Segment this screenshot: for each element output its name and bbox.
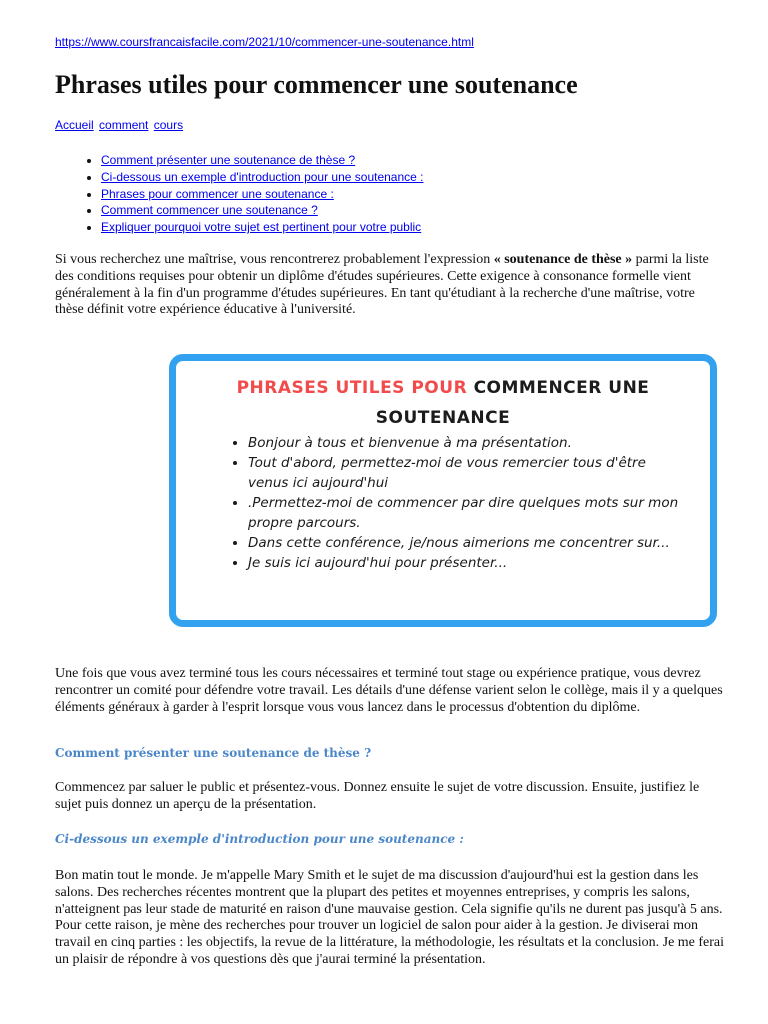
toc-item — [101, 169, 424, 186]
infographic-item: • Tout d'abord, permettez-moi de vous remercier tous d'être venus ici aujourd'hui — [248, 453, 688, 493]
toc-item — [101, 186, 424, 203]
breadcrumb-cours[interactable]: cours — [153, 118, 184, 132]
toc-item — [101, 202, 424, 219]
paragraph-exemple: Bon matin tout le monde. Je m'appelle Mary Smith et le sujet de ma discussion d'aujourd'hui est la gestion dans les salons. Des recherches récentes montrent que la plupart des petites et moyennes entreprises, y compris les salons, n'atteignent pas leur stade de maturité en raison d'une mauvaise gestion. Cela signifie qu'ils ne durent pas jusqu'à 5 ans. Pour cette raison, je mène des recherches pour trouver un logiciel de salon pour aider à la gestion. Je diviserai mon travail en cinq parties : les objectifs, la revue de la littérature, la méthodologie, les résultats et la conclusion. Je me ferai un plaisir de répondre à vos questions dès que j'aurai terminé la présentation. — [55, 868, 725, 967]
infographic-item: • Je suis ici aujourd'hui pour présenter... — [248, 553, 688, 573]
toc-link-commencer[interactable]: Comment commencer une soutenance ? — [101, 203, 318, 218]
toc-item — [101, 152, 424, 169]
infographic-item: • .Permettez-moi de commencer par dire quelques mots sur mon propre parcours. — [248, 493, 688, 533]
infographic-item: • Bonjour à tous et bienvenue à ma présentation. — [248, 433, 688, 453]
intro-paragraph — [55, 252, 725, 319]
toc-link-phrases[interactable]: Phrases pour commencer une soutenance : — [101, 186, 334, 201]
section-heading-presenter: Comment présenter une soutenance de thèse ? — [55, 746, 372, 760]
intro-text-before: Si vous recherchez une maîtrise, vous rencontrerez probablement l'expression — [55, 252, 494, 267]
toc-item — [101, 219, 424, 236]
infographic-title-red: PHRASES UTILES POUR — [236, 378, 474, 398]
breadcrumb-comment[interactable]: comment — [99, 118, 149, 132]
toc-link-pertinent[interactable]: Expliquer pourquoi votre sujet est pertinent pour votre public — [101, 220, 422, 235]
infographic-card — [169, 354, 717, 627]
page-title: Phrases utiles pour commencer une soutenance — [55, 70, 578, 99]
infographic-item: • Dans cette conférence, je/nous aimerions me concentrer sur... — [248, 533, 688, 553]
section-heading-exemple: Ci-dessous un exemple d'introduction pour une soutenance : — [55, 832, 464, 846]
infographic-title-dark: COMMENCER UNE SOUTENANCE — [375, 378, 650, 428]
source-url-link[interactable]: https://www.coursfrancaisfacile.com/2021/10/commencer-une-soutenance.html — [55, 35, 474, 49]
intro-text-after: parmi la liste des conditions requises pour obtenir un diplôme d'études supérieures. Cette exigence à consonance formelle vient généralement à la fin d'un programme d'études supérieures. En tant qu'étudiant à la recherche d'une maîtrise, votre thèse définit votre expérience éducative à l'université. — [55, 252, 709, 318]
intro-bold-term: « soutenance de thèse » — [493, 252, 633, 267]
infographic-title — [176, 373, 710, 433]
paragraph-defense: Une fois que vous avez terminé tous les cours nécessaires et terminé tout stage ou expérience pratique, vous devrez rencontrer un comité pour défendre votre travail. Les détails d'une défense varient selon le collège, mais il y a quelques éléments généraux à garder à l'esprit lorsque vous vous lancez dans le processus d'obtention du diplôme. — [55, 666, 723, 715]
toc-link-exemple-introduction[interactable]: Ci-dessous un exemple d'introduction pour une soutenance : — [101, 169, 424, 184]
toc-link-presenter[interactable]: Comment présenter une soutenance de thèse ? — [101, 153, 356, 167]
paragraph-presenter: Commencez par saluer le public et présentez-vous. Donnez ensuite le sujet de votre discussion. Ensuite, justifiez le sujet puis donnez un aperçu de la présentation. — [55, 780, 700, 812]
table-of-contents — [55, 152, 424, 236]
infographic-list — [230, 433, 688, 573]
breadcrumb — [55, 118, 185, 132]
breadcrumb-accueil[interactable]: Accueil — [55, 118, 94, 132]
